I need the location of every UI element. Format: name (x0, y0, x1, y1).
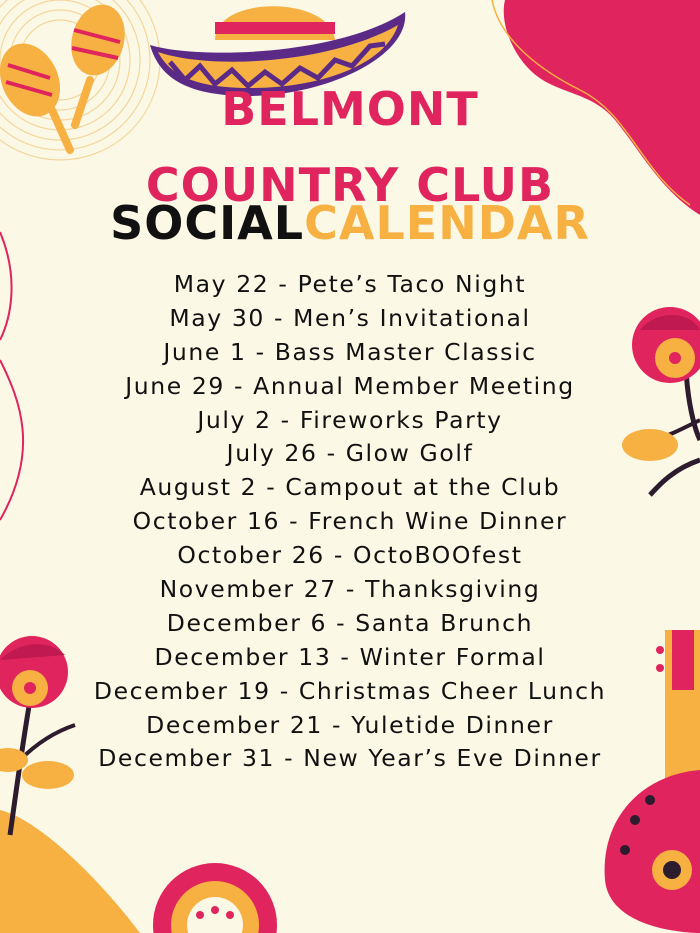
event-list (0, 268, 700, 776)
title-calendar: CALENDAR (304, 196, 590, 250)
event-item: December 13 - Winter Formal (154, 642, 546, 671)
event-item: July 2 - Fireworks Party (197, 405, 503, 434)
title-belmont: BELMONT (221, 82, 479, 136)
event-item: May 22 - Pete’s Taco Night (173, 270, 527, 298)
event-item: October 26 - OctoBOOfest (177, 541, 523, 570)
event-item: May 30 - Men’s Invitational (169, 303, 531, 332)
title-social: SOCIAL (110, 196, 305, 250)
title-country-club: COUNTRY CLUB (145, 158, 555, 212)
event-item: November 27 - Thanksgiving (159, 575, 541, 604)
event-item: June 29 - Annual Member Meeting (125, 371, 575, 400)
flower-icon (153, 863, 277, 933)
event-item: December 31 - New Year’s Eve Dinner (98, 744, 602, 773)
event-item: December 19 - Christmas Cheer Lunch (93, 676, 607, 705)
title-social-calendar (0, 196, 700, 250)
event-item: October 16 - French Wine Dinner (132, 507, 568, 536)
gold-ground (0, 810, 140, 933)
event-item: July 26 - Glow Golf (226, 439, 474, 468)
event-item: December 21 - Yuletide Dinner (146, 710, 554, 739)
event-item: December 6 - Santa Brunch (166, 608, 534, 637)
event-item: August 2 - Campout at the Club (139, 473, 561, 502)
event-item: June 1 - Bass Master Classic (163, 337, 537, 366)
